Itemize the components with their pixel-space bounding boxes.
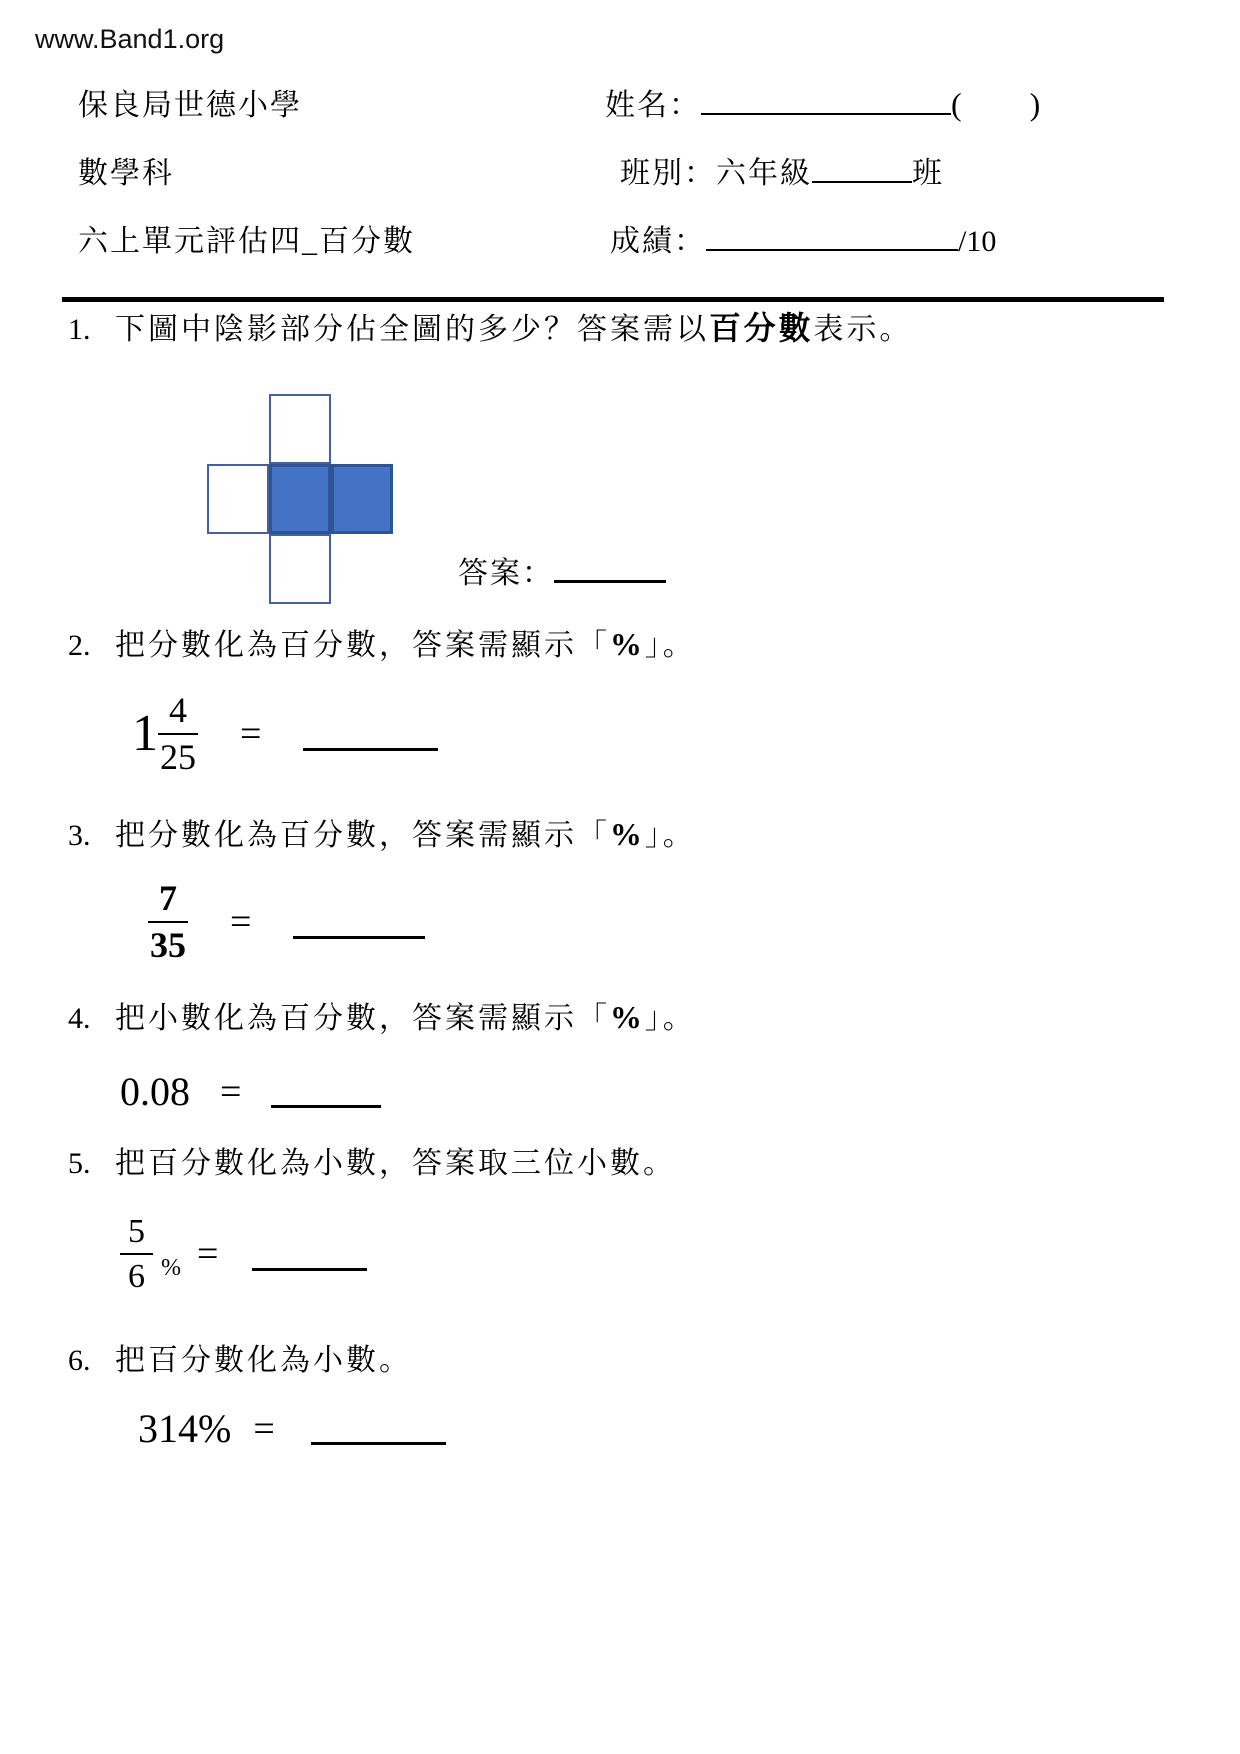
q2-expression: [132, 690, 438, 779]
class-row: [620, 148, 944, 192]
q6-expression: [138, 1405, 446, 1452]
q2-numerator: 4: [158, 690, 198, 735]
q2-equals: =: [240, 713, 262, 756]
score-suffix: /10: [958, 225, 997, 258]
question-1-text: 下圖中陰影部分佔全圖的多少？答案需以: [115, 313, 709, 346]
q4-decimal-value: 0.08: [120, 1069, 190, 1114]
q6-answer-blank[interactable]: [311, 1412, 446, 1445]
school-name: 保良局世德小學: [78, 89, 302, 122]
unshaded-cell: [269, 394, 331, 464]
question-5-heading: [68, 1138, 676, 1182]
q3-fraction: [148, 878, 188, 967]
site-watermark: www.Band1.org: [35, 24, 225, 54]
question-4-number: 4.: [68, 1002, 91, 1035]
class-number-paren-close: ): [1029, 86, 1043, 122]
q3-denominator: 35: [150, 925, 186, 966]
q5-numerator: 5: [120, 1212, 153, 1255]
q3-expression: [148, 878, 425, 967]
q5-equals: =: [197, 1233, 219, 1276]
answer-label: 答案：: [458, 557, 554, 590]
shaded-grid-diagram: [207, 394, 393, 604]
shaded-cell: [331, 464, 393, 534]
question-4-text: 把小數化為百分數，答案需顯示「: [115, 1002, 610, 1035]
class-blank[interactable]: [812, 150, 912, 184]
q4-equals: =: [220, 1070, 242, 1113]
question-2-text-after: 」。: [644, 629, 696, 662]
q5-expression: [120, 1212, 367, 1296]
question-6-number: 6.: [68, 1344, 91, 1377]
q4-expression: [120, 1068, 381, 1115]
q1-answer-blank[interactable]: [554, 549, 666, 584]
exam-title: 六上單元評估四_百分數: [78, 225, 415, 258]
q5-denominator: 6: [128, 1258, 145, 1296]
question-3-text-after: 」。: [644, 819, 696, 852]
name-label: 姓名：: [605, 89, 701, 122]
question-4-bold: %: [610, 1000, 645, 1035]
question-1-text-after: 表示。: [813, 313, 913, 346]
unshaded-cell: [269, 534, 331, 604]
question-1-bold: 百分數: [709, 311, 814, 346]
question-4-heading: [68, 993, 696, 1037]
question-3-number: 3.: [68, 819, 91, 852]
header-divider: [62, 297, 1164, 302]
question-2-number: 2.: [68, 629, 91, 662]
q6-percent-value: 314%: [138, 1406, 232, 1451]
question-6-heading: [68, 1335, 412, 1379]
name-row: [605, 80, 1042, 124]
question-5-number: 5.: [68, 1147, 91, 1180]
class-number-paren-open: (: [951, 86, 964, 122]
question-1-answer-row: [458, 548, 666, 592]
score-label: 成績：: [610, 225, 706, 258]
q5-answer-blank[interactable]: [252, 1238, 367, 1271]
q3-answer-blank[interactable]: [293, 906, 425, 939]
question-6-text: 把百分數化為小數。: [115, 1344, 412, 1377]
score-row: [610, 216, 996, 260]
q2-fraction: [158, 690, 198, 779]
question-3-text: 把分數化為百分數，答案需顯示「: [115, 819, 610, 852]
score-blank[interactable]: [706, 218, 958, 252]
q2-answer-blank[interactable]: [303, 718, 438, 751]
q4-answer-blank[interactable]: [271, 1075, 381, 1108]
class-suffix: 班: [912, 157, 944, 190]
q5-fraction: [120, 1212, 153, 1296]
q2-denominator: 25: [160, 737, 196, 778]
question-1-heading: [68, 303, 912, 349]
unshaded-cell: [207, 464, 269, 534]
q5-percent-sign: %: [161, 1255, 181, 1282]
question-3-bold: %: [610, 817, 645, 852]
q6-equals: =: [253, 1407, 275, 1450]
name-blank[interactable]: [701, 82, 951, 116]
question-2-text: 把分數化為百分數，答案需顯示「: [115, 629, 610, 662]
question-1-number: 1.: [68, 313, 91, 346]
q2-whole-number: 1: [132, 705, 158, 763]
question-2-heading: [68, 620, 696, 664]
class-label: 班別：六年級: [620, 157, 812, 190]
question-4-text-after: 」。: [644, 1002, 696, 1035]
question-3-heading: [68, 810, 696, 854]
subject-name: 數學科: [78, 157, 174, 190]
q3-numerator: 7: [148, 878, 188, 923]
shaded-cell: [269, 464, 331, 534]
question-2-bold: %: [610, 627, 645, 662]
question-5-text: 把百分數化為小數，答案取三位小數。: [115, 1147, 676, 1180]
q3-equals: =: [230, 901, 252, 944]
